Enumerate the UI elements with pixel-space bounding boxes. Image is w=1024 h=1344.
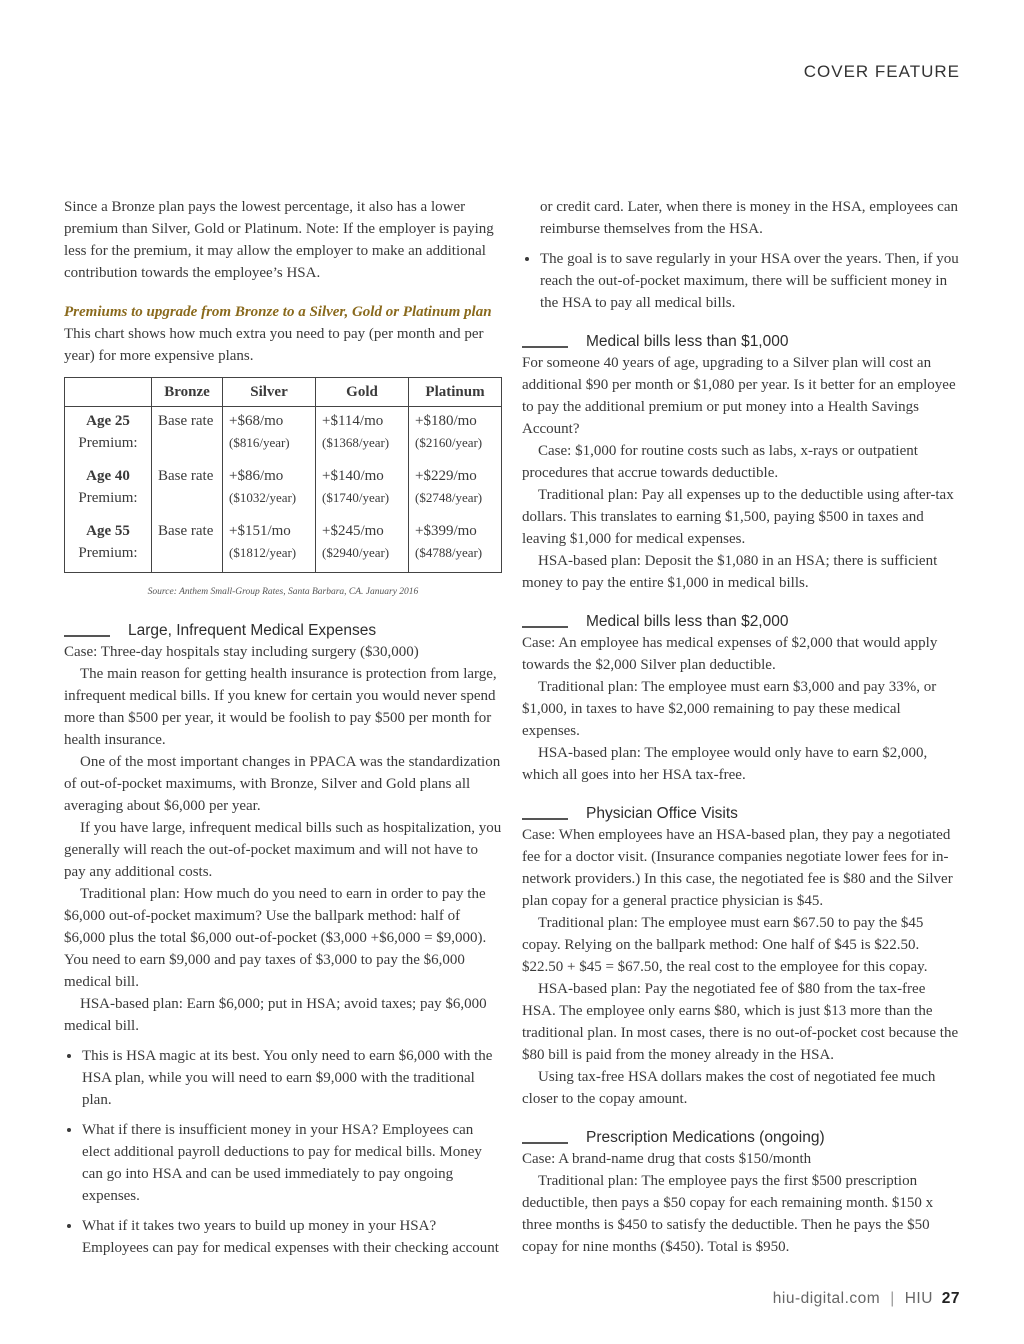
premium-label: Premium: — [78, 435, 138, 451]
table-header-cell: Platinum — [409, 378, 502, 407]
intro-paragraph: Since a Bronze plan pays the lowest percentage, it also has a lower premium than Silver, Gold or Platinum. Note: If the employer is paying less for the premium, it may allow the employer to make an additional contribution towards the employee’s HSA. — [64, 199, 494, 281]
age-label: Age 40 — [86, 468, 130, 484]
age-label: Age 55 — [86, 523, 130, 539]
page-footer — [773, 1290, 960, 1308]
silver-cell — [223, 517, 316, 573]
section-heading — [522, 332, 962, 352]
table-row — [65, 517, 502, 573]
heading-rule — [522, 818, 568, 820]
yearly-value: ($2748/year) — [415, 490, 483, 505]
gold-cell — [316, 407, 409, 463]
silver-cell — [223, 462, 316, 517]
platinum-cell — [409, 407, 502, 463]
bronze-cell: Base rate — [152, 462, 223, 517]
section-heading — [64, 621, 502, 641]
table-header-cell: Bronze — [152, 378, 223, 407]
platinum-cell — [409, 462, 502, 517]
table-header-row — [65, 378, 502, 407]
continuation-paragraph: or credit card. Later, when there is money in the HSA, employees can reimburse themselves from the HSA. — [540, 199, 959, 237]
monthly-value: +$114/mo — [322, 413, 384, 429]
body-paragraph: Case: $1,000 for routine costs such as labs, x-rays or outpatient procedures that accrue towards deductible. — [522, 443, 918, 481]
footer-separator: | — [890, 1290, 895, 1307]
yearly-value: ($1812/year) — [229, 545, 297, 560]
section-label: COVER FEATURE — [803, 62, 960, 81]
heading-rule — [64, 635, 110, 637]
yearly-value: ($1032/year) — [229, 490, 297, 505]
yearly-value: ($816/year) — [229, 435, 290, 450]
section-heading-text: Medical bills less than $1,000 — [586, 333, 789, 350]
section-heading-text: Medical bills less than $2,000 — [586, 613, 789, 630]
list-item: • What if it takes two years to build up money in your HSA? Employees can pay for medical expenses with their checking account — [82, 1215, 502, 1259]
body-paragraph: If you have large, infrequent medical bills such as hospitalization, you generally will reach the out-of-pocket maximum and will not have to pay any additional costs. — [64, 820, 502, 880]
table-header-cell: Gold — [316, 378, 409, 407]
section-heading — [522, 804, 962, 824]
monthly-value: +$68/mo — [229, 413, 284, 429]
table-row — [65, 462, 502, 517]
age-cell — [65, 517, 152, 573]
heading-rule — [522, 626, 568, 628]
gold-cell — [316, 517, 409, 573]
section-heading-text: Prescription Medications (ongoing) — [586, 1129, 825, 1146]
body-paragraph: HSA-based plan: Earn $6,000; put in HSA; avoid taxes; pay $6,000 medical bill. — [64, 996, 487, 1034]
monthly-value: +$180/mo — [415, 413, 477, 429]
yearly-value: ($1368/year) — [322, 435, 390, 450]
body-paragraph: Traditional plan: Pay all expenses up to the deductible using after-tax dollars. This translates to earning $1,500, paying $500 in taxes and leaving $1,000 for medical expenses. — [522, 487, 954, 547]
case-paragraph: Case: When employees have an HSA-based plan, they pay a negotiated fee for a doctor visit. (Insurance companies negotiate lower fees for in-network providers.) In this case, the negotiated fee is $80 and the Silver plan copay for a general practice physician is $45. — [522, 827, 953, 909]
monthly-value: +$245/mo — [322, 523, 384, 539]
right-column — [522, 196, 962, 1258]
silver-cell — [223, 407, 316, 463]
body-paragraph: Traditional plan: The employee must earn $67.50 to pay the $45 copay. Relying on the ballpark method: One half of $45 is $22.50. $22.50 + $45 = $67.50, the real cost to the employee for this copay. — [522, 915, 928, 975]
case-paragraph: Case: A brand-name drug that costs $150/month — [522, 1151, 812, 1167]
yearly-value: ($2160/year) — [415, 435, 483, 450]
table-row — [65, 407, 502, 463]
case-paragraph: Case: An employee has medical expenses of $2,000 that would apply towards the $2,000 Silver plan deductible. — [522, 635, 938, 673]
page-number: 27 — [941, 1290, 960, 1307]
list-item: • The goal is to save regularly in your HSA over the years. Then, if you reach the out-of-pocket maximum, there will be sufficient money in the HSA to pay all medical bills. — [540, 248, 962, 314]
heading-rule — [522, 346, 568, 348]
list-item: • What if there is insufficient money in your HSA? Employees can elect additional payroll deductions to pay for medical bills. Money can go into HSA and can be used immediately to pay ongoing expenses. — [82, 1119, 502, 1207]
age-cell — [65, 407, 152, 463]
body-paragraph: HSA-based plan: Pay the negotiated fee of $80 from the tax-free HSA. The employee only earns $80, which is just $13 more than the traditional plan. In most cases, there is no out-of-pocket cost because the $80 bill is paid from the money already in the HSA. — [522, 981, 959, 1063]
left-column — [64, 196, 502, 1267]
table-header-cell — [65, 378, 152, 407]
section-heading-text: Large, Infrequent Medical Expenses — [128, 622, 377, 639]
yearly-value: ($4788/year) — [415, 545, 483, 560]
platinum-cell — [409, 517, 502, 573]
premium-table — [64, 377, 502, 573]
premium-label: Premium: — [78, 545, 138, 561]
monthly-value: +$86/mo — [229, 468, 284, 484]
gold-cell — [316, 462, 409, 517]
bronze-cell: Base rate — [152, 407, 223, 463]
case-paragraph: Case: Three-day hospitals stay including surgery ($30,000) — [64, 644, 419, 660]
table-source: Source: Anthem Small-Group Rates, Santa Barbara, CA. January 2016 — [147, 587, 419, 597]
body-paragraph: Traditional plan: How much do you need to earn in order to pay the $6,000 out-of-pocket maximum? Use the ballpark method: half of $6,000 plus the total $6,000 out-of-pocket ($3,000 +$6,000 = $9,000). You need to earn $9,000 and pay taxes of $3,000 to pay the $6,000 medical bill. — [64, 886, 487, 990]
list-item: • This is HSA magic at its best. You only need to earn $6,000 with the HSA plan, while you will need to earn $9,000 with the traditional plan. — [82, 1045, 502, 1111]
monthly-value: +$151/mo — [229, 523, 291, 539]
monthly-value: +$229/mo — [415, 468, 477, 484]
section-heading-text: Physician Office Visits — [586, 805, 738, 822]
body-paragraph: For someone 40 years of age, upgrading to a Silver plan will cost an additional $90 per month or $1,080 per year. Is it better for an employee to pay the additional premium or put money into a Health Savings Account? — [522, 355, 956, 437]
bullet-list — [522, 248, 962, 314]
premium-table-description: This chart shows how much extra you need to pay (per month and per year) for more expensive plans. — [64, 326, 484, 364]
footer-site: hiu-digital.com — [772, 1290, 881, 1307]
body-paragraph: HSA-based plan: The employee would only have to earn $2,000, which all goes into her HSA tax-free. — [522, 745, 928, 783]
body-paragraph: HSA-based plan: Deposit the $1,080 in an HSA; there is sufficient money to pay the entire $1,000 in medical bills. — [522, 553, 938, 591]
body-paragraph: Traditional plan: The employee pays the first $500 prescription deductible, then pays a $50 copay for each remaining month. $150 x three months is $450 to satisfy the deductible. Then he pays the $50 copay for nine months ($450). Total is $950. — [522, 1173, 934, 1255]
yearly-value: ($2940/year) — [322, 545, 390, 560]
section-heading — [522, 612, 962, 632]
body-paragraph: Traditional plan: The employee must earn $3,000 and pay 33%, or $1,000, in taxes to have $2,000 remaining to pay these medical expenses. — [522, 679, 937, 739]
footer-magazine: HIU — [904, 1290, 933, 1307]
age-label: Age 25 — [86, 413, 130, 429]
table-header-cell: Silver — [223, 378, 316, 407]
age-cell — [65, 462, 152, 517]
premium-label: Premium: — [78, 490, 138, 506]
monthly-value: +$140/mo — [322, 468, 384, 484]
heading-rule — [522, 1142, 568, 1144]
section-heading — [522, 1128, 962, 1148]
body-paragraph: The main reason for getting health insurance is protection from large, infrequent medical bills. If you knew for certain you would never spend more than $500 per year, it would be foolish to pay $500 per month for health insurance. — [64, 666, 497, 748]
bullet-list — [64, 1045, 502, 1259]
body-paragraph: Using tax-free HSA dollars makes the cost of negotiated fee much closer to the copay amount. — [522, 1069, 936, 1107]
bronze-cell: Base rate — [152, 517, 223, 573]
body-paragraph: One of the most important changes in PPACA was the standardization of out-of-pocket maximums, with Bronze, Silver and Gold plans all averaging about $6,000 per year. — [64, 754, 501, 814]
monthly-value: +$399/mo — [415, 523, 477, 539]
premium-table-heading: Premiums to upgrade from Bronze to a Silver, Gold or Platinum plan — [64, 304, 492, 320]
yearly-value: ($1740/year) — [322, 490, 390, 505]
